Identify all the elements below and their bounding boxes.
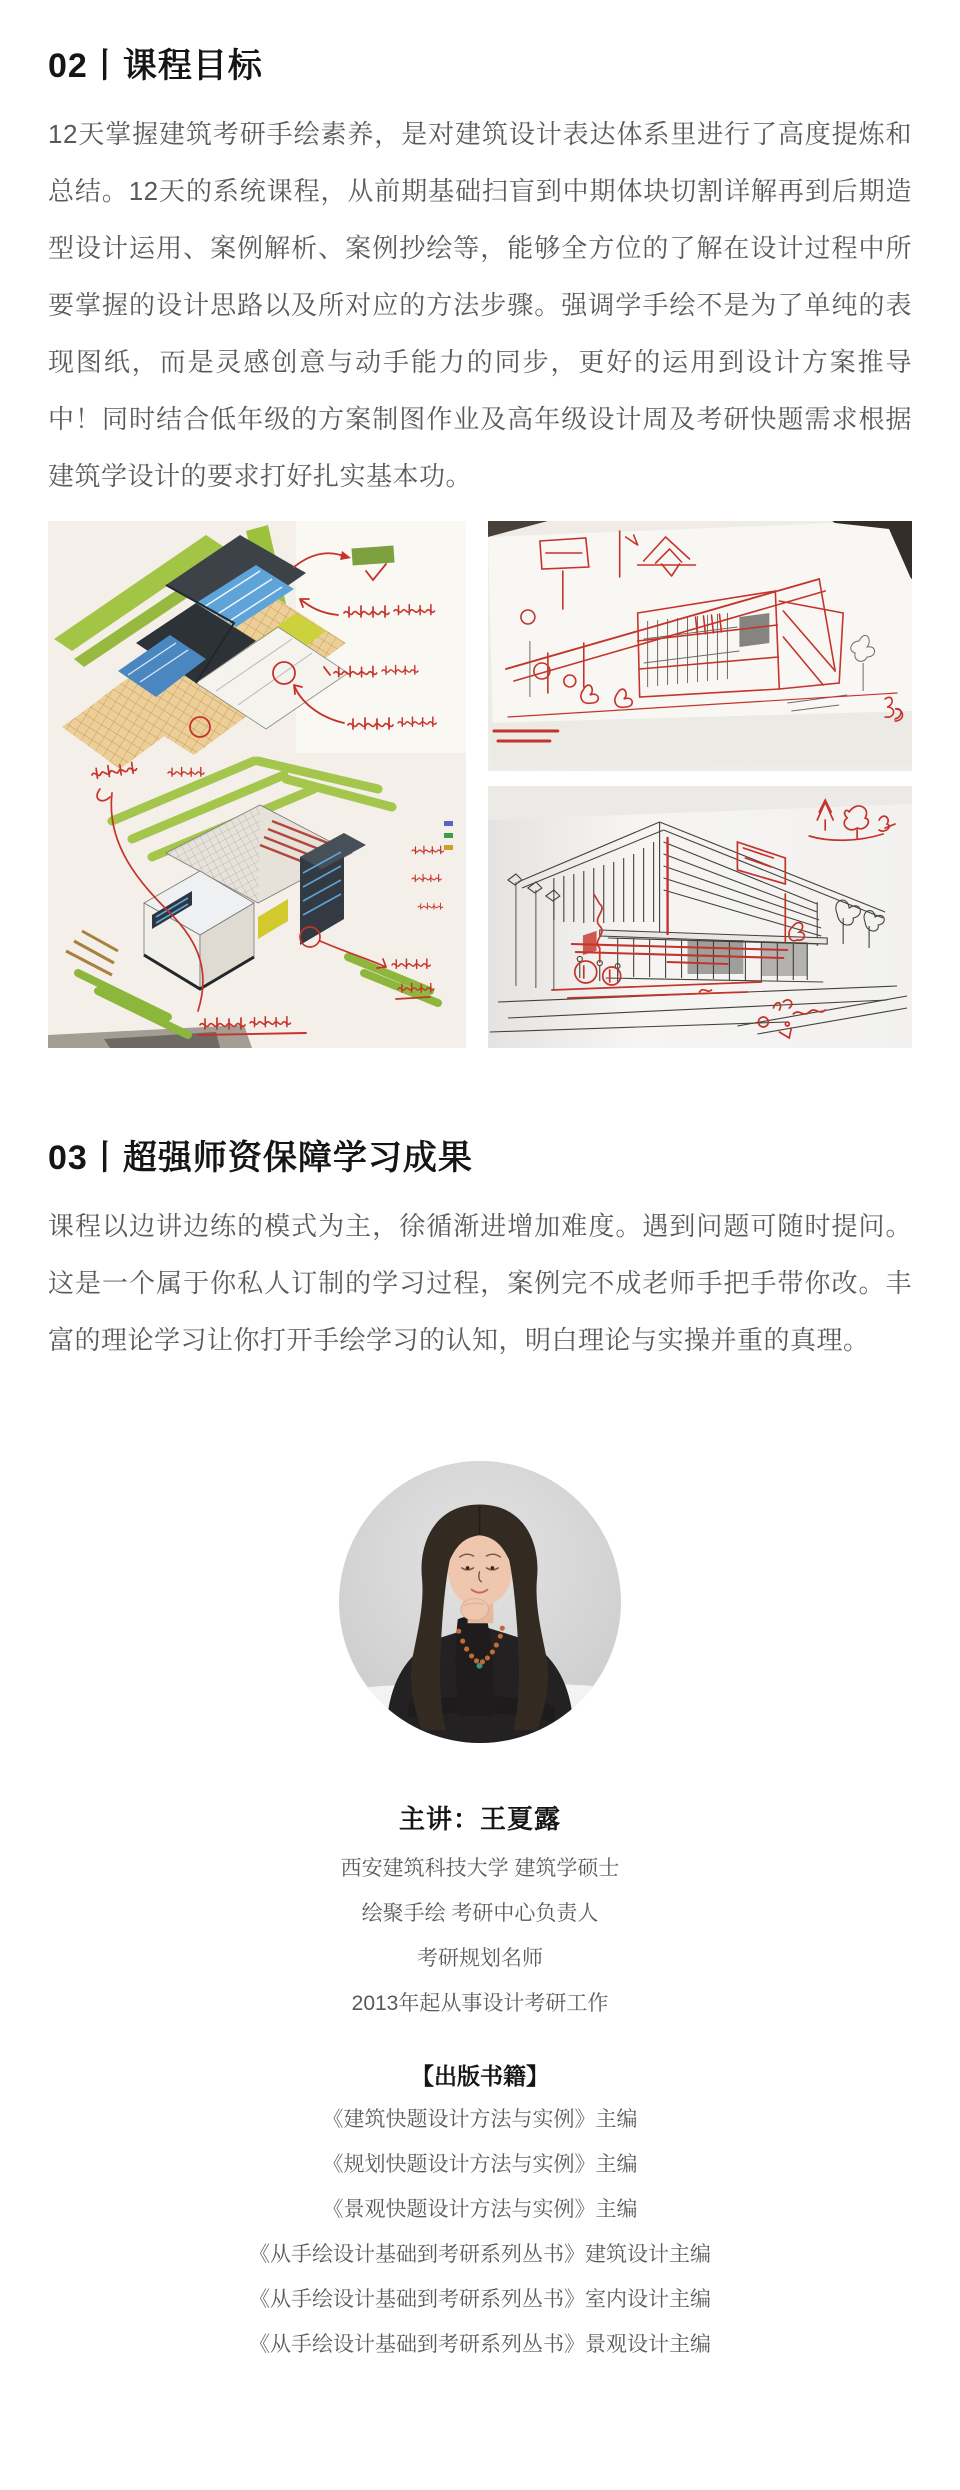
section-03-heading: 03丨超强师资保障学习成果 xyxy=(48,1138,473,1177)
section-faculty xyxy=(48,1136,912,1369)
book-line: 《规划快题设计方法与实例》主编 xyxy=(322,2152,638,2176)
book-line: 《从手绘设计基础到考研系列丛书》建筑设计主编 xyxy=(249,2242,711,2266)
section-03-paragraph: 课程以边讲边练的模式为主，徐循渐进增加难度。遇到问题可随时提问。这是一个属于你私人订制的学习过程，案例完不成老师手把手带你改。丰富的理论学习让你打开手绘学习的认知，明白理论与实操并重的真理。 xyxy=(48,1210,912,1355)
lecturer-section xyxy=(48,1461,912,2367)
ink-perspective-illustration xyxy=(488,786,912,1048)
credential-line: 2013年起从事设计考研工作 xyxy=(351,1991,609,2015)
gallery-image-ink-perspective xyxy=(488,786,912,1048)
book-line: 《从手绘设计基础到考研系列丛书》室内设计主编 xyxy=(249,2287,711,2311)
lecturer-portrait xyxy=(339,1461,621,1743)
credential-line: 考研规划名师 xyxy=(417,1946,543,1970)
gallery-image-marker-axon-sketches xyxy=(48,521,466,1048)
book-line: 《建筑快题设计方法与实例》主编 xyxy=(322,2107,638,2131)
published-books-heading: 【出版书籍】 xyxy=(411,2062,549,2089)
lecturer-credentials xyxy=(48,1846,912,2026)
credential-line: 西安建筑科技大学 建筑学硕士 xyxy=(340,1856,620,1880)
section-02-paragraph: 12天掌握建筑考研手绘素养，是对建筑设计表达体系里进行了高度提炼和总结。12天的系统课程，从前期基础扫盲到中期体块切割详解再到后期造型设计运用、案例解析、案例抄绘等，能够全方位的了解在设计过程中所要掌握的设计思路以及所对应的方法步骤。强调学手绘不是为了单纯的表现图纸，而是灵感创意与动手能力的同步，更好的运用到设计方案推导中！同时结合低年级的方案制图作业及高年级设计周及考研快题需求根据建筑学设计的要求打好扎实基本功。 xyxy=(48,118,912,491)
credential-line: 绘聚手绘 考研中心负责人 xyxy=(361,1901,599,1925)
section-02-heading: 02丨课程目标 xyxy=(48,47,263,85)
marker-axon-sketch-illustration xyxy=(48,521,466,1048)
lecturer-portrait-illustration xyxy=(339,1461,621,1743)
section-course-objectives xyxy=(48,44,912,1048)
book-line: 《从手绘设计基础到考研系列丛书》景观设计主编 xyxy=(249,2332,711,2356)
red-pen-sketch-illustration xyxy=(488,521,912,771)
sketch-gallery xyxy=(48,521,912,1048)
published-books-list xyxy=(48,2097,912,2367)
gallery-image-red-pen-perspective xyxy=(488,521,912,771)
book-line: 《景观快题设计方法与实例》主编 xyxy=(322,2197,638,2221)
gallery-right-column xyxy=(488,521,912,1048)
lecturer-name-title: 主讲：王夏露 xyxy=(398,1803,561,1834)
